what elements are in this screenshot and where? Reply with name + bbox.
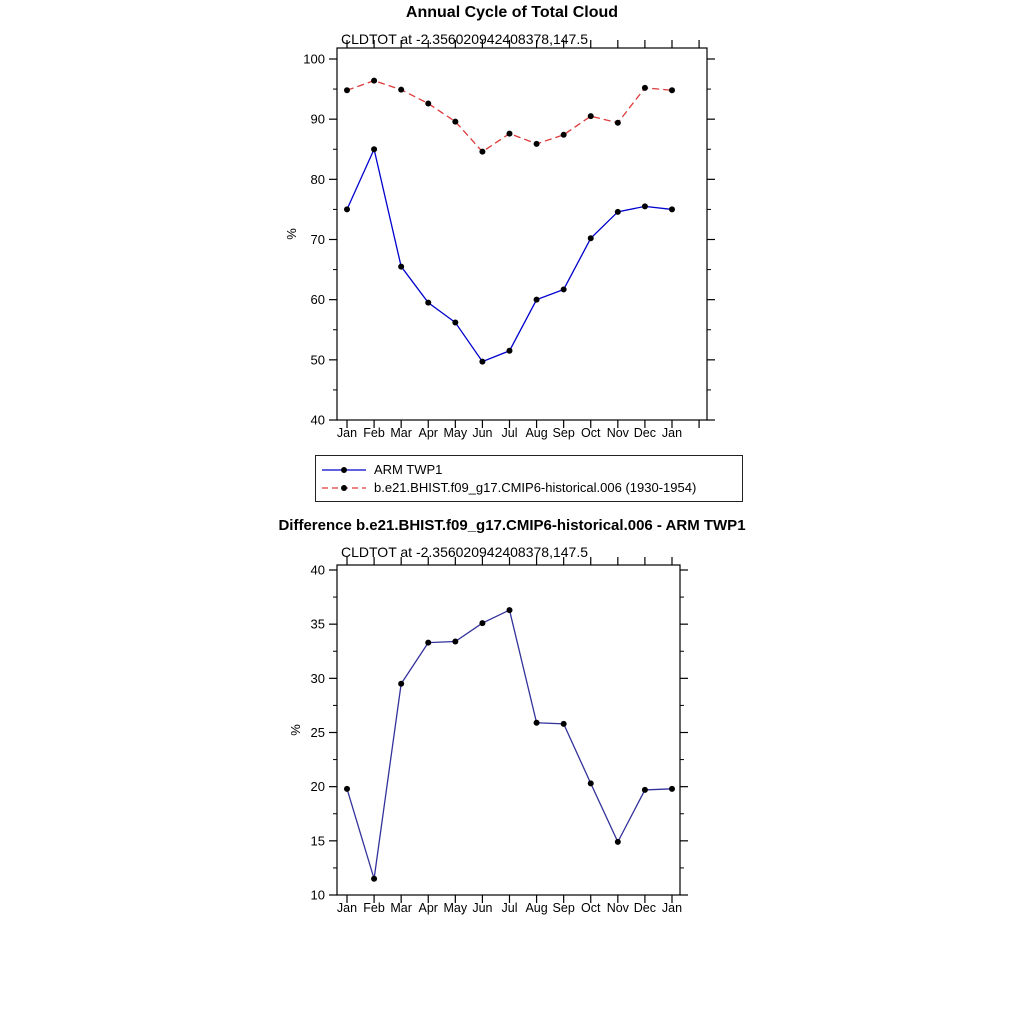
data-point [398,264,404,270]
y-tick-label: 10 [310,887,325,903]
x-tick-label: Sep [552,901,575,915]
data-point [425,101,431,107]
x-tick-label: Aug [525,426,548,440]
y-tick-label: 30 [310,670,325,686]
x-tick-label: Feb [363,901,385,915]
data-point [371,876,377,882]
chart2-subtitle: CLDTOT at -2.356020942408378,147.5 [341,544,589,560]
series-line-0 [347,149,672,361]
x-tick-label: Apr [418,901,438,915]
data-point [615,120,621,126]
x-tick-label: Jul [501,901,518,915]
data-point [344,206,350,212]
x-tick-label: Apr [418,426,438,440]
x-tick-label: Mar [390,901,412,915]
plot-frame [337,565,680,895]
x-tick-label: Jan [661,901,683,915]
data-point [452,320,458,326]
x-tick-label: May [443,426,468,440]
legend-sample-dot [341,485,347,491]
x-tick-label: Oct [581,901,601,915]
data-point [479,149,485,155]
legend-line-sample [320,463,368,477]
chart1-title: Annual Cycle of Total Cloud [405,4,619,21]
y-tick-label: 15 [310,833,325,849]
legend-label-model: b.e21.BHIST.f09_g17.CMIP6-historical.006 (1930-1954) [374,480,697,495]
y-axis-label: % [284,228,299,240]
data-point [452,119,458,125]
y-tick-label: 25 [310,725,325,740]
x-tick-label: Dec [633,901,657,915]
chart2-title: Difference b.e21.BHIST.f09_g17.CMIP6-historical.006 - ARM TWP1 [278,517,746,534]
y-tick-label: 20 [310,779,325,795]
y-tick-label: 35 [310,616,325,632]
x-tick-label: Feb [363,426,385,440]
x-tick-label: Jun [472,901,493,915]
data-point [669,206,675,212]
legend-line-sample [320,481,368,495]
data-point [452,639,458,645]
x-tick-label: Jun [472,426,493,440]
data-point [588,235,594,241]
data-point [561,132,567,138]
legend-item-model [320,480,738,495]
legend-label-arm-twp1: ARM TWP1 [374,462,443,477]
y-tick-label: 40 [310,562,325,578]
data-point [588,780,594,786]
data-point [398,87,404,93]
data-point [479,620,485,626]
x-tick-label: Jan [661,426,683,440]
data-point [534,720,540,726]
data-point [642,85,648,91]
data-point [669,786,675,792]
data-point [506,131,512,137]
y-tick-label: 50 [310,352,325,368]
data-point [561,286,567,292]
data-point [398,681,404,687]
data-point [588,113,594,119]
data-point [371,78,377,84]
data-point [425,640,431,646]
data-point [479,359,485,365]
x-tick-label: Nov [606,901,629,915]
x-tick-label: Aug [525,901,548,915]
x-tick-label: Nov [606,426,629,440]
data-point [642,787,648,793]
data-point [344,87,350,93]
data-point [344,786,350,792]
x-tick-label: Dec [633,426,657,440]
x-tick-label: Jul [501,426,518,440]
data-point [506,607,512,613]
data-point [642,203,648,209]
plot-frame [337,48,707,420]
y-tick-label: 100 [303,51,325,67]
data-point [425,300,431,306]
x-tick-label: May [443,901,468,915]
chart1-subtitle: CLDTOT at -2.356020942408378,147.5 [341,31,589,47]
data-point [506,348,512,354]
y-tick-label: 80 [310,171,325,187]
data-point [615,209,621,215]
y-axis-label: % [288,724,303,736]
legend-sample-dot [341,467,347,473]
data-point [534,141,540,147]
data-point [534,297,540,303]
x-tick-label: Sep [552,426,575,440]
series-line-1 [347,81,672,152]
series-line-0 [347,610,672,879]
x-tick-label: Jan [336,426,358,440]
y-tick-label: 40 [310,412,325,428]
y-tick-label: 90 [310,111,325,127]
x-tick-label: Mar [390,426,412,440]
data-point [561,721,567,727]
y-tick-label: 60 [310,292,325,308]
y-tick-label: 70 [310,232,325,247]
x-tick-label: Oct [581,426,601,440]
data-point [615,839,621,845]
data-point [371,146,377,152]
legend-item-arm-twp1 [320,462,738,477]
legend [315,455,743,502]
x-tick-label: Jan [336,901,358,915]
data-point [669,87,675,93]
